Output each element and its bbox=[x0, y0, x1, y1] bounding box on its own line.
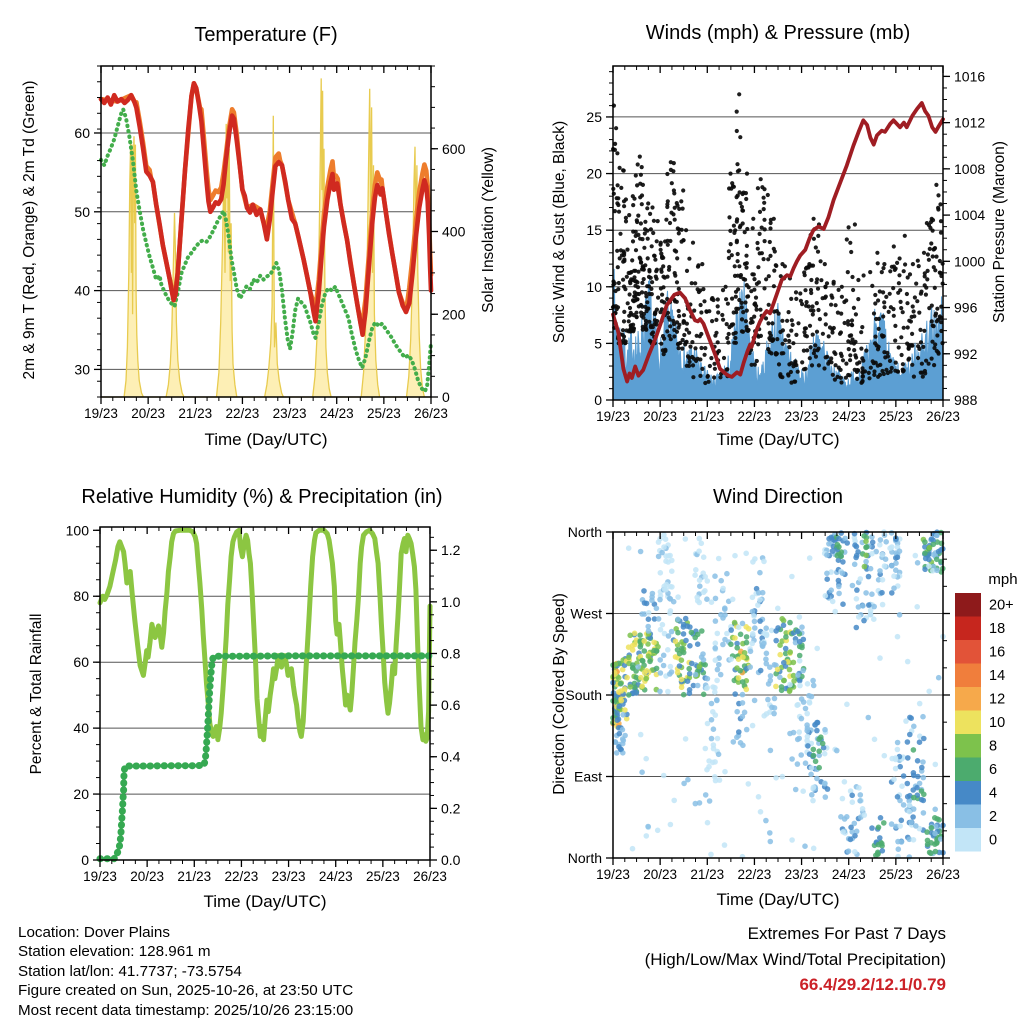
svg-text:0: 0 bbox=[442, 389, 450, 405]
svg-text:22/23: 22/23 bbox=[224, 869, 259, 884]
svg-text:19/23: 19/23 bbox=[596, 867, 630, 882]
ylabel-temperature-right: Solar Insolation (Yellow) bbox=[480, 147, 497, 313]
svg-text:20: 20 bbox=[586, 165, 602, 182]
svg-text:10: 10 bbox=[586, 278, 602, 295]
svg-text:60: 60 bbox=[73, 654, 89, 671]
svg-text:26/23: 26/23 bbox=[413, 869, 447, 884]
svg-text:1008: 1008 bbox=[954, 160, 986, 177]
svg-text:24/23: 24/23 bbox=[831, 409, 866, 424]
svg-text:40: 40 bbox=[74, 282, 90, 299]
station-latlon: Station lat/lon: 41.7737; -73.5754 bbox=[18, 962, 242, 980]
panel-title-temperature: Temperature (F) bbox=[194, 24, 338, 46]
svg-text:8: 8 bbox=[989, 738, 998, 755]
svg-text:North: North bbox=[567, 524, 602, 540]
extremes-subtitle: (High/Low/Max Wind/Total Precipitation) bbox=[644, 949, 946, 969]
svg-text:50: 50 bbox=[74, 203, 90, 220]
svg-text:22/23: 22/23 bbox=[225, 406, 260, 421]
svg-text:60: 60 bbox=[74, 124, 90, 141]
svg-text:24/23: 24/23 bbox=[319, 406, 354, 421]
svg-text:1.2: 1.2 bbox=[441, 542, 461, 559]
svg-text:East: East bbox=[573, 768, 602, 785]
station-location: Location: Dover Plains bbox=[18, 924, 170, 941]
svg-text:23/23: 23/23 bbox=[272, 406, 307, 421]
svg-text:0.6: 0.6 bbox=[441, 697, 461, 714]
station-info-block bbox=[18, 923, 353, 1020]
svg-text:21/23: 21/23 bbox=[690, 867, 725, 882]
svg-text:20/23: 20/23 bbox=[643, 409, 678, 424]
svg-text:6: 6 bbox=[989, 762, 998, 779]
svg-text:16: 16 bbox=[989, 644, 1006, 661]
extremes-title: Extremes For Past 7 Days bbox=[747, 924, 946, 943]
extremes-values: 66.4/29.2/12.1/0.79 bbox=[799, 975, 946, 994]
ylabel-direction-left: Direction (Colored By Speed) bbox=[551, 593, 568, 795]
svg-text:1012: 1012 bbox=[954, 114, 986, 131]
panel-title-direction: Wind Direction bbox=[712, 486, 844, 508]
svg-text:24/23: 24/23 bbox=[831, 867, 866, 882]
svg-text:20/23: 20/23 bbox=[130, 869, 165, 884]
svg-text:North: North bbox=[567, 850, 602, 866]
extremes-block bbox=[645, 921, 946, 998]
svg-text:26/23: 26/23 bbox=[414, 406, 448, 421]
svg-text:0.0: 0.0 bbox=[441, 852, 461, 868]
svg-text:1000: 1000 bbox=[954, 253, 986, 270]
svg-text:23/23: 23/23 bbox=[784, 409, 819, 424]
svg-text:200: 200 bbox=[442, 306, 466, 323]
svg-text:19/23: 19/23 bbox=[596, 409, 630, 424]
svg-text:21/23: 21/23 bbox=[178, 406, 213, 421]
svg-text:20+: 20+ bbox=[989, 597, 1014, 614]
svg-text:0: 0 bbox=[81, 852, 89, 868]
ylabel-wind-left: Sonic Wind & Gust (Blue, Black) bbox=[551, 120, 568, 344]
svg-text:10: 10 bbox=[989, 715, 1006, 732]
panel-title-humidity: Relative Humidity (%) & Precipitation (in) bbox=[81, 486, 443, 508]
svg-text:26/23: 26/23 bbox=[926, 409, 960, 424]
svg-text:0.2: 0.2 bbox=[441, 800, 461, 817]
xlabel-direction: Time (Day/UTC) bbox=[716, 890, 840, 909]
svg-text:18: 18 bbox=[989, 621, 1006, 638]
svg-text:996: 996 bbox=[954, 299, 978, 316]
svg-text:400: 400 bbox=[442, 223, 466, 240]
svg-text:25/23: 25/23 bbox=[366, 406, 401, 421]
svg-text:4: 4 bbox=[989, 785, 998, 802]
svg-text:22/23: 22/23 bbox=[737, 867, 772, 882]
svg-text:23/23: 23/23 bbox=[784, 867, 819, 882]
svg-text:0: 0 bbox=[594, 392, 602, 408]
svg-text:26/23: 26/23 bbox=[926, 867, 960, 882]
xlabel-temperature: Time (Day/UTC) bbox=[204, 430, 328, 449]
svg-text:15: 15 bbox=[586, 222, 602, 239]
panel-title-wind: Winds (mph) & Pressure (mb) bbox=[645, 22, 911, 44]
svg-text:23/23: 23/23 bbox=[271, 869, 306, 884]
ylabel-temperature-left: 2m & 9m T (Red, Orange) & 2m Td (Green) bbox=[21, 80, 38, 380]
station-elevation: Station elevation: 128.961 m bbox=[18, 943, 211, 961]
svg-text:0: 0 bbox=[989, 832, 998, 849]
svg-text:25/23: 25/23 bbox=[878, 867, 913, 882]
svg-text:0.8: 0.8 bbox=[441, 645, 461, 662]
svg-text:30: 30 bbox=[74, 361, 90, 378]
svg-text:14: 14 bbox=[989, 668, 1006, 685]
svg-text:1016: 1016 bbox=[954, 68, 986, 85]
svg-text:19/23: 19/23 bbox=[84, 406, 118, 421]
svg-text:South: South bbox=[565, 687, 602, 703]
svg-text:80: 80 bbox=[73, 588, 89, 605]
svg-text:20: 20 bbox=[73, 786, 89, 803]
ylabel-wind-right: Station Pressure (Maroon) bbox=[991, 141, 1008, 323]
svg-text:21/23: 21/23 bbox=[177, 869, 212, 884]
recent-data-timestamp: Most recent data timestamp: 2025/10/26 23:15:00 bbox=[18, 1001, 354, 1019]
svg-text:22/23: 22/23 bbox=[737, 409, 772, 424]
svg-text:West: West bbox=[570, 605, 602, 622]
svg-text:24/23: 24/23 bbox=[318, 869, 353, 884]
svg-text:992: 992 bbox=[954, 345, 978, 362]
svg-text:25/23: 25/23 bbox=[878, 409, 913, 424]
svg-text:0.4: 0.4 bbox=[441, 748, 461, 765]
svg-text:mph: mph bbox=[988, 571, 1018, 588]
xlabel-humidity: Time (Day/UTC) bbox=[203, 892, 327, 911]
svg-text:19/23: 19/23 bbox=[83, 869, 117, 884]
svg-text:20/23: 20/23 bbox=[131, 406, 166, 421]
svg-text:600: 600 bbox=[442, 140, 466, 157]
svg-text:40: 40 bbox=[73, 720, 89, 737]
svg-text:100: 100 bbox=[65, 522, 89, 539]
svg-text:21/23: 21/23 bbox=[690, 409, 725, 424]
figure-created-timestamp: Figure created on Sun, 2025-10-26, at 23:50 UTC bbox=[18, 982, 354, 1000]
svg-text:20/23: 20/23 bbox=[643, 867, 678, 882]
svg-text:988: 988 bbox=[954, 392, 978, 408]
svg-text:25: 25 bbox=[586, 108, 602, 125]
svg-text:2: 2 bbox=[989, 809, 998, 826]
svg-text:5: 5 bbox=[594, 335, 602, 352]
svg-text:1004: 1004 bbox=[954, 207, 986, 224]
svg-text:12: 12 bbox=[989, 691, 1006, 708]
svg-text:1.0: 1.0 bbox=[441, 593, 461, 610]
ylabel-humidity-left: Percent & Total Rainfall bbox=[28, 613, 45, 775]
svg-text:25/23: 25/23 bbox=[365, 869, 400, 884]
xlabel-wind: Time (Day/UTC) bbox=[716, 430, 840, 449]
